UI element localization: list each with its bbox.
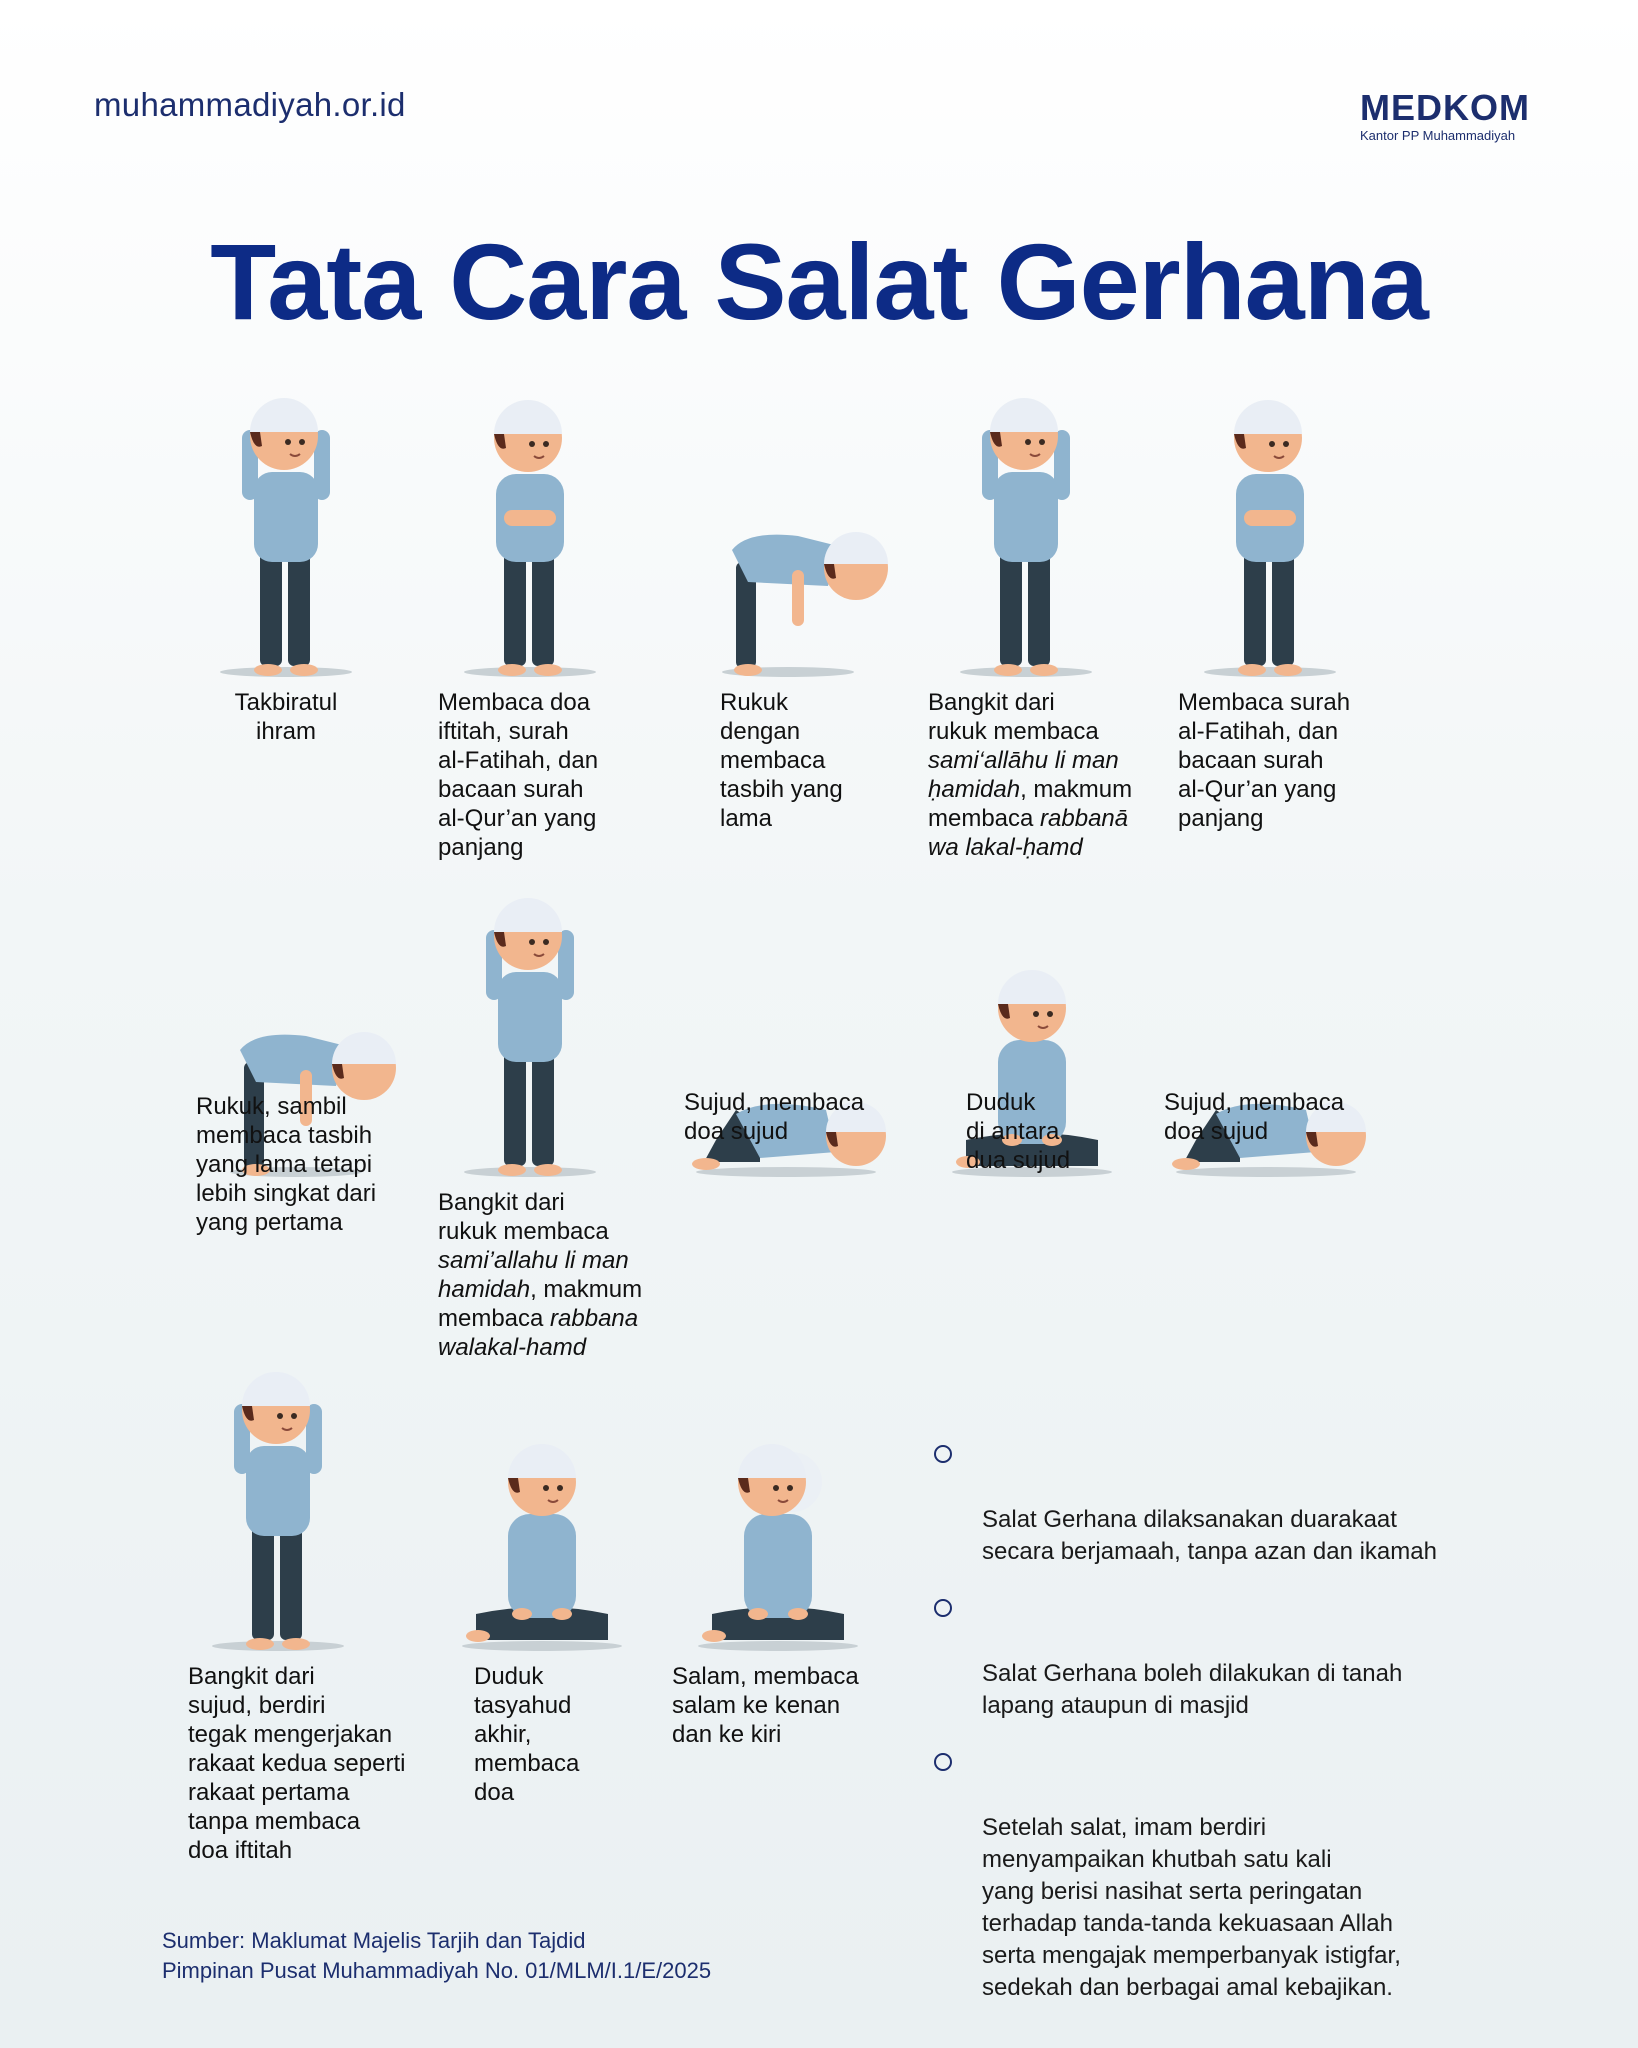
step-caption: Duduk tasyahud akhir, membaca doa: [474, 1663, 580, 1806]
step-caption: Membaca doa iftitah, surah al-Fatihah, dan bacaan surah al-Qur’an yang panjang: [438, 689, 599, 861]
qiyam-figure-icon: [420, 390, 640, 680]
note-text: Setelah salat, imam berdiri menyampaikan khutbah satu kali yang berisi nasihat serta peringatan terhadap tanda-tanda kekuasaan Allah serta mengajak memperbanyak istigfar, sedekah dan berbagai amal kebajikan.: [982, 1814, 1401, 2001]
takbir-figure-icon: [176, 390, 396, 680]
step-2: [420, 390, 640, 862]
step-caption: Duduk di antara dua sujud: [966, 1089, 1071, 1174]
step-11: [168, 1364, 406, 1865]
step-12: [432, 1364, 652, 1807]
step-caption: Membaca surah al-Fatihah, dan bacaan surah al-Qur’an yang panjang: [1178, 689, 1351, 832]
page-title: Tata Cara Salat Gerhana: [210, 221, 1428, 342]
qiyam-figure-icon: [1160, 390, 1380, 680]
step-5: [1160, 390, 1380, 833]
step-caption: Salam, membaca salam ke kenan dan ke kiri: [672, 1663, 859, 1748]
itidal-figure-icon: [916, 390, 1136, 680]
source-citation: Sumber: Maklumat Majelis Tarjih dan Tajdid Pimpinan Pusat Muhammadiyah No. 01/MLM/I.1/E/2025: [162, 1928, 712, 1983]
tasyahud-figure-icon: [432, 1364, 652, 1654]
circle-bullet-icon: [934, 1753, 952, 1771]
itidal-figure-icon: [420, 890, 640, 1180]
note-text: Salat Gerhana dilaksanakan duarakaat secara berjamaah, tanpa azan dan ikamah: [982, 1506, 1437, 1565]
step-caption: Sujud, membaca doa sujud: [1164, 1089, 1345, 1145]
step-6: [196, 890, 416, 1237]
step-7: [420, 890, 643, 1362]
circle-bullet-icon: [934, 1445, 952, 1463]
ruku-figure-icon: [688, 390, 908, 680]
step-3: [688, 390, 908, 833]
salam-figure-icon: [668, 1364, 888, 1654]
step-caption: Rukuk, sambil membaca tasbih yang lama tetapi lebih singkat dari yang pertama: [196, 1093, 377, 1236]
step-9: [922, 890, 1142, 1175]
logo-sub-text: Kantor PP Muhammadiyah: [1360, 128, 1516, 143]
step-caption: Takbiratul ihram: [234, 689, 338, 745]
note-item: [930, 1594, 1490, 1722]
step-caption: Rukuk dengan membaca tasbih yang lama: [720, 689, 843, 832]
step-caption: Sujud, membaca doa sujud: [684, 1089, 865, 1145]
step-13: [668, 1364, 888, 1749]
notes-list: [930, 1440, 1490, 2030]
step-caption: Bangkit dari rukuk membaca sami’allahu li man hamidah, makmum membaca rabbana walakal-hamd: [438, 1189, 643, 1361]
logo-main-text: MEDKOM: [1360, 87, 1530, 128]
step-4: [916, 390, 1136, 862]
note-item: [930, 1440, 1490, 1568]
step-10: [1156, 890, 1376, 1146]
site-url[interactable]: muhammadiyah.or.id: [94, 86, 406, 123]
step-8: [676, 890, 896, 1146]
circle-bullet-icon: [934, 1599, 952, 1617]
step-caption: Bangkit dari rukuk membaca sami‘allāhu li man ḥamidah, makmum membaca rabbanā wa lakal-ḥamd: [928, 689, 1133, 861]
step-caption: Bangkit dari sujud, berdiri tegak mengerjakan rakaat kedua seperti rakaat pertama tanpa membaca doa iftitah: [188, 1663, 406, 1864]
takbir-figure-icon: [168, 1364, 388, 1654]
note-text: Salat Gerhana boleh dilakukan di tanah lapang ataupun di masjid: [982, 1660, 1403, 1719]
note-item: [930, 1748, 1490, 2004]
step-1: [176, 390, 396, 746]
medkom-logo: [1360, 87, 1560, 143]
